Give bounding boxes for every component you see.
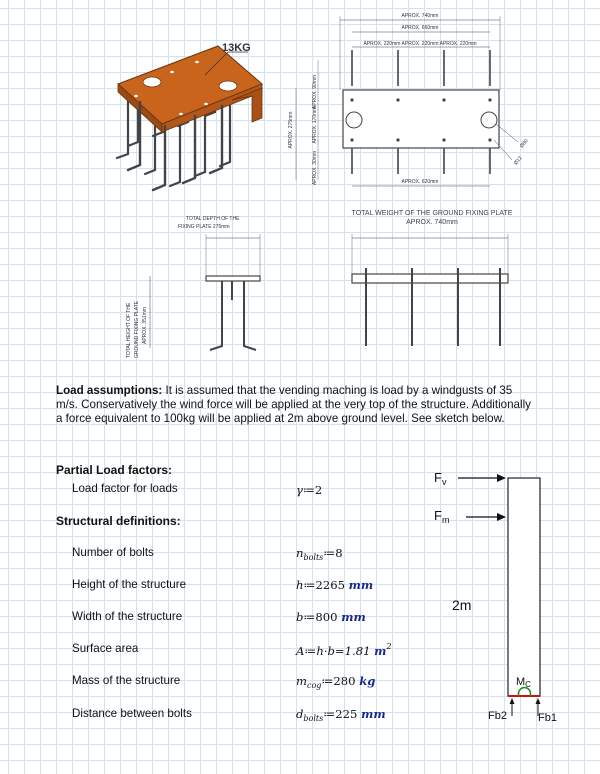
def-symbol-mass: m — [296, 674, 307, 688]
def-unit-distance: mm — [361, 707, 386, 721]
dim-left-1: APROX. 90mm — [312, 74, 318, 110]
def-label-bolts: Number of bolts — [72, 546, 154, 559]
isometric-plate-drawing — [117, 46, 262, 190]
fv-sub: v — [441, 477, 447, 487]
def-value-distance: 225 — [335, 707, 358, 721]
mc-symbol: M — [516, 676, 526, 688]
side-view-drawing — [150, 234, 260, 350]
fm-symbol: F — [434, 508, 442, 523]
height-label-1: TOTAL HEIGHT OF THE — [126, 302, 132, 358]
def-sub-bolts: bolts — [303, 553, 324, 562]
def-value-width: 800 — [315, 610, 338, 624]
def-symbol-distance: d — [296, 707, 304, 721]
def-eq-area: A≔h·b=1.81 $m^2$ — [296, 642, 392, 658]
def-value-height: 2265 — [315, 578, 345, 592]
def-label-mass: Mass of the structure — [72, 674, 181, 687]
load-factor-label: Load factor for loads — [72, 482, 178, 495]
def-eq-width: b≔800 mm — [296, 610, 366, 624]
fb1-label: Fb1 — [538, 712, 557, 724]
weight-label: 13KG — [222, 42, 251, 54]
def-value-mass: 280 — [333, 674, 356, 688]
dim-spacing: APROX. 220mm APROX. 220mm APROX. 220mm — [363, 41, 477, 47]
def-label-area: Surface area — [72, 642, 139, 655]
dim-740: APROX. 740mm — [401, 13, 439, 19]
height-label-3: APROX. 351mm — [142, 307, 148, 344]
dim-660: APROX. 660mm — [401, 25, 439, 31]
def-eq-height: h≔2265 mm — [296, 578, 374, 592]
dim-d80: Ø80 — [518, 138, 530, 150]
partial-load-factors-heading: Partial Load factors: — [56, 463, 173, 477]
def-value-area: h·b=1.81 — [316, 644, 371, 658]
load-factor-value: 2 — [314, 483, 323, 497]
depth-label-2: FIXING PLATE 275mm — [178, 224, 230, 230]
def-sup-area: 2 — [386, 642, 392, 651]
def-eq-mass: $m_{cog}≔280$ kg — [296, 674, 376, 690]
height-2m-label: 2m — [452, 597, 472, 613]
structural-definitions-heading: Structural definitions: — [56, 514, 181, 528]
def-unit-width: mm — [341, 610, 366, 624]
def-label-width: Width of the structure — [72, 610, 183, 623]
def-eq-distance: $d_{bolts}≔225$ mm — [296, 707, 386, 723]
fv-label — [434, 470, 446, 487]
fv-symbol: F — [434, 470, 442, 485]
def-value-bolts: 8 — [335, 546, 343, 560]
def-unit-mass: kg — [359, 674, 376, 688]
fv-arrowhead — [497, 474, 506, 482]
fb1-arrowhead — [536, 698, 541, 704]
def-symbol-bolts: n — [296, 546, 304, 560]
def-sub-distance: bolts — [303, 714, 324, 723]
def-symbol-area: A — [296, 644, 305, 658]
mc-sub: C — [525, 680, 531, 689]
dim-620: APROX. 620mm — [401, 179, 439, 185]
def-unit-height: mm — [348, 578, 374, 592]
fm-sub: m — [441, 515, 450, 525]
fm-arrowhead — [497, 513, 506, 521]
def-label-distance: Distance between bolts — [72, 707, 192, 720]
dim-left-3: APROX. 30mm — [312, 150, 318, 186]
front-view-drawing — [352, 234, 508, 346]
load-sketch — [420, 460, 570, 732]
dim-275: APROX. 275mm — [288, 111, 294, 149]
front-weight-label-2: APROX. 740mm — [406, 219, 458, 226]
dim-d12: Ø12 — [512, 155, 524, 167]
dim-left-2: APROX. 170mm — [312, 106, 318, 144]
structure-outline — [508, 478, 540, 696]
depth-label-1: TOTAL DEPTH OF THE — [186, 216, 240, 222]
load-assumptions-text: It is assumed that the vending maching is load by a windgusts of 35 m/s. Conservatively the wind force will be applied at the very top of the structure. Additionally a force equivalent to 100kg will be applied at 2m above ground level. See sketch below. — [56, 384, 531, 426]
load-factor-equation: γ≔2 — [296, 483, 323, 497]
def-eq-bolts: $n_{bolts}≔8$ — [296, 546, 343, 562]
height-label-2: GROUND FIXING PLATE — [134, 300, 140, 358]
def-unit-area: m — [374, 644, 387, 658]
def-sub-mass: cog — [307, 681, 322, 690]
mc-label — [516, 676, 531, 689]
technical-drawings — [0, 0, 600, 380]
def-label-height: Height of the structure — [72, 578, 187, 591]
fb2-arrowhead — [510, 698, 515, 704]
load-factor-symbol: γ — [296, 483, 303, 497]
load-assumptions-heading: Load assumptions: — [56, 384, 163, 397]
load-assumptions-paragraph — [56, 384, 536, 427]
def-symbol-height: h — [296, 578, 304, 592]
def-symbol-width: b — [296, 610, 304, 624]
fm-label — [434, 508, 449, 525]
front-weight-label-1: TOTAL WEIGHT OF THE GROUND FIXING PLATE — [351, 210, 513, 217]
fb2-label: Fb2 — [488, 710, 507, 722]
